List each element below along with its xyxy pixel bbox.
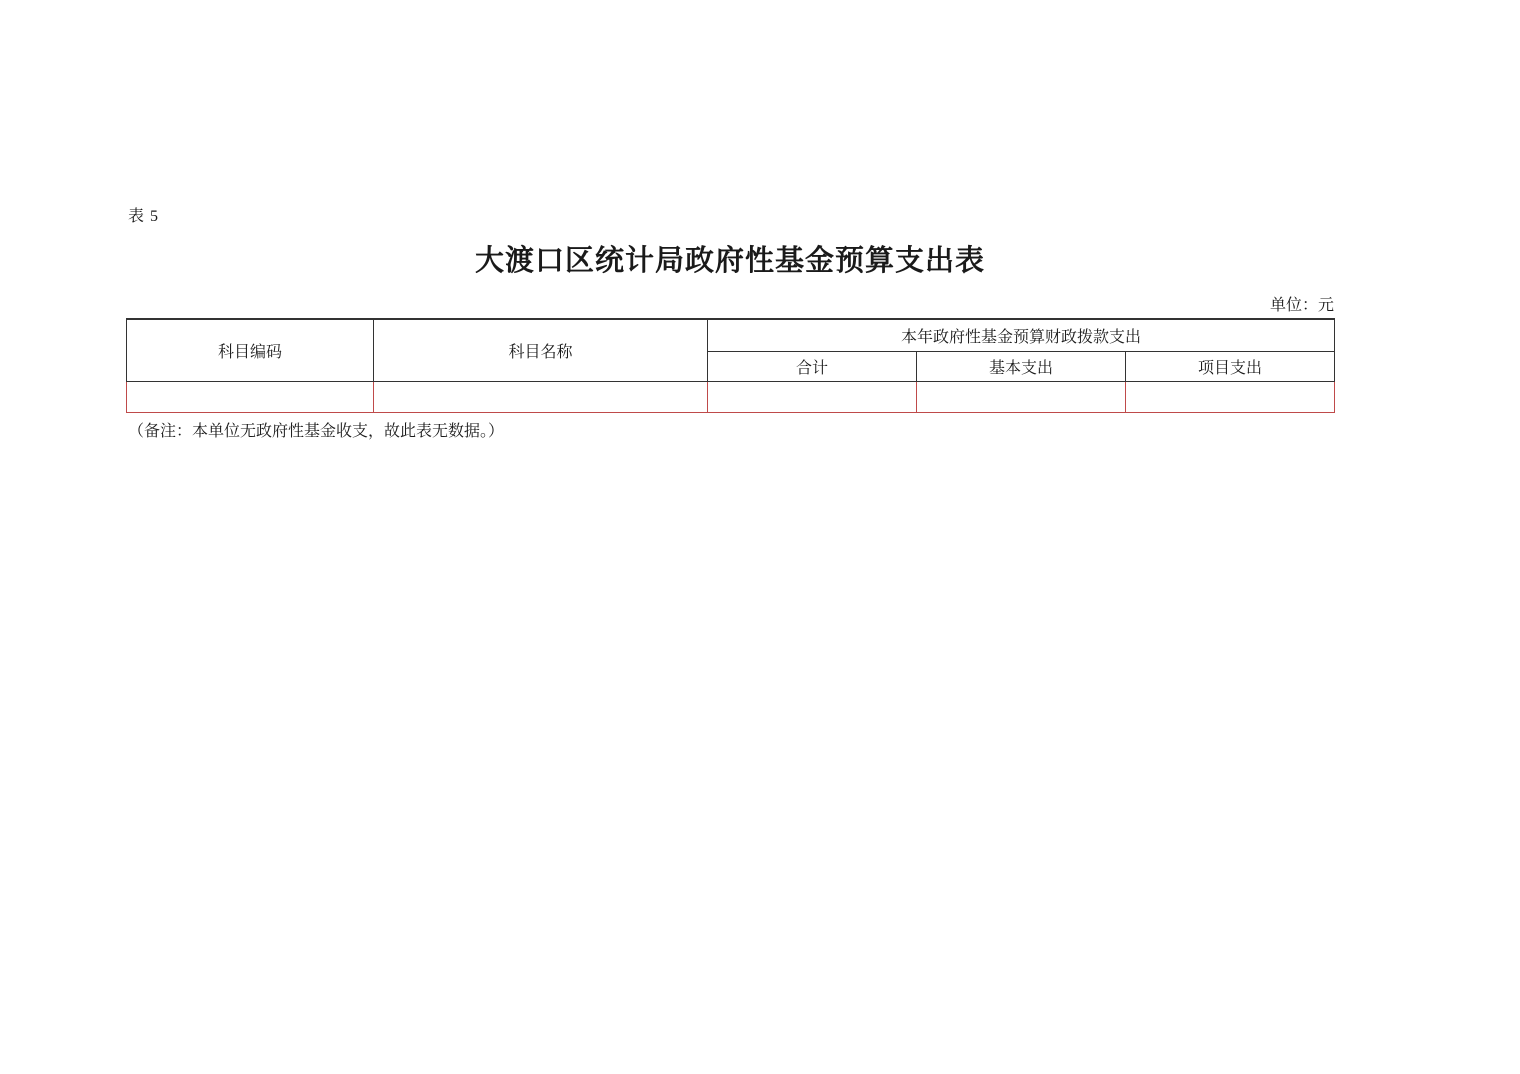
column-header-subject-code: 科目编码 [127,319,374,381]
column-group-header-fund-expenditure: 本年政府性基金预算财政拨款支出 [708,319,1335,351]
table-body [127,381,1335,412]
cell-total [708,381,917,412]
budget-table [126,318,1335,413]
column-header-basic-expenditure: 基本支出 [917,351,1126,381]
unit-label: 单位：元 [1269,297,1334,314]
cell-subject-code [127,381,374,412]
column-header-project-expenditure: 项目支出 [1126,351,1335,381]
column-header-subject-name: 科目名称 [374,319,708,381]
page-title: 大渡口区统计局政府性基金预算支出表 [474,245,985,277]
header-row-top [127,319,1335,351]
cell-subject-name [374,381,708,412]
remark-note: （备注：本单位无政府性基金收支，故此表无数据。） [128,423,505,440]
cell-basic-expenditure [917,381,1126,412]
table-number-label: 表 5 [128,208,160,225]
cell-project-expenditure [1126,381,1335,412]
column-header-total: 合计 [708,351,917,381]
table-row-empty [127,381,1335,412]
table-header [127,319,1335,381]
